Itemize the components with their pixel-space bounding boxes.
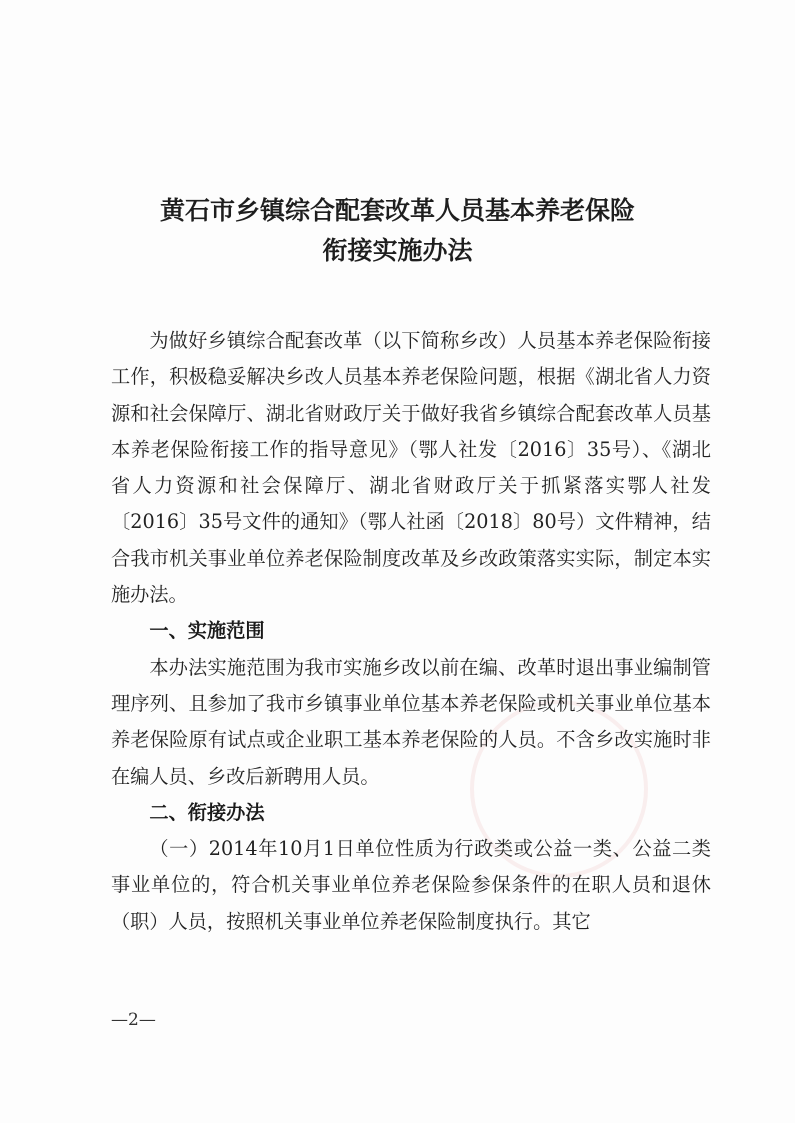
intro-paragraph: 为做好乡镇综合配套改革（以下简称乡改）人员基本养老保险衔接工作，积极稳妥解决乡改人员基本养老保险问题，根据《湖北省人力资源和社会保障厅、湖北省财政厅关于做好我省乡镇综合配套改革人员基本养老保险衔接工作的指导意见》（鄂人社发〔2016〕35号）、《湖北省人力资源和社会保障厅、湖北省财政厅关于抓紧落实鄂人社发〔2016〕35号文件的通知》（鄂人社函〔2018〕80号）文件精神，结合我市机关事业单位养老保险制度改革及乡改政策落实实际，制定本实施办法。 [111, 329, 711, 607]
section2-paragraph: （一）2014年10月1日单位性质为行政类或公益一类、公益二类事业单位的，符合机关事业单位养老保险参保条件的在职人员和退休（职）人员，按照机关事业单位养老保险制度执行。其它 [111, 837, 711, 933]
document-title-line1: 黄石市乡镇综合配套改革人员基本养老保险 [159, 196, 635, 225]
page-number: —2— [111, 1010, 156, 1030]
section1-heading: 一、实施范围 [149, 619, 265, 643]
section2-heading: 二、衔接办法 [149, 800, 265, 824]
document-body [111, 323, 711, 940]
document-title-line2: 衔接实施办法 [322, 236, 473, 265]
section1-paragraph: 本办法实施范围为我市实施乡改以前在编、改革时退出事业编制管理序列、且参加了我市乡镇事业单位基本养老保险或机关事业单位基本养老保险原有试点或企业职工基本养老保险的人员。不含乡改实施时非在编人员、乡改后新聘用人员。 [111, 655, 711, 788]
